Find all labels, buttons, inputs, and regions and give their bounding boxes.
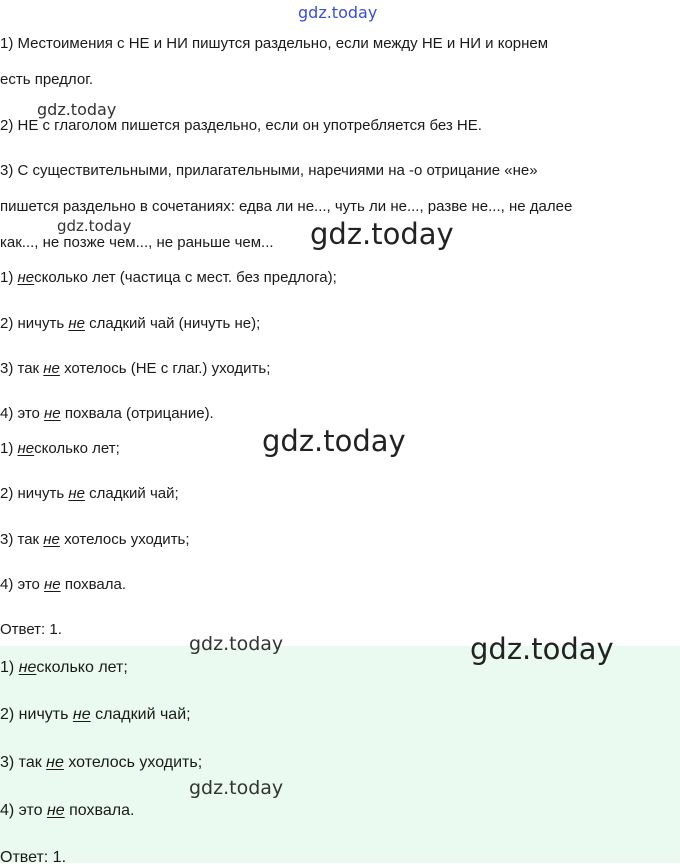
watermark: gdz.today [189, 777, 284, 799]
watermark: gdz.today [189, 633, 284, 655]
list-item-2: 2) ничуть не сладкий чай; [0, 485, 179, 502]
watermark: gdz.today [310, 217, 454, 251]
list-answer: Ответ: 1. [0, 621, 62, 638]
answer-item-4: 4) это не похвала. [0, 802, 135, 819]
watermark: gdz.today [57, 217, 132, 235]
ne-particle: не [68, 315, 85, 332]
list-item-3: 3) так не хотелось уходить; [0, 531, 190, 548]
answer-item-1: 1) несколько лет; [0, 659, 128, 676]
explained-item-2: 2) ничуть не сладкий чай (ничуть не); [0, 315, 261, 332]
rule-1-line-2: есть предлог. [0, 71, 93, 88]
rule-3-line-3: как..., не позже чем..., не раньше чем... [0, 234, 274, 251]
list-item-4: 4) это не похвала. [0, 576, 127, 593]
watermark: gdz.today [262, 424, 406, 458]
ne-particle: не [17, 440, 35, 457]
explained-item-3: 3) так не хотелось (НЕ с глаг.) уходить; [0, 360, 271, 377]
answer-box-answer: Ответ: 1. [0, 849, 67, 866]
watermark: gdz.today [37, 100, 117, 119]
list-item-1: 1) несколько лет; [0, 440, 120, 457]
explained-item-4: 4) это не похвала (отрицание). [0, 405, 214, 422]
ne-particle: не [43, 531, 60, 548]
explained-item-1: 1) несколько лет (частица с мест. без предлога); [0, 269, 337, 286]
watermark: gdz.today [298, 3, 378, 22]
ne-particle: не [46, 802, 65, 819]
ne-particle: не [72, 706, 91, 723]
ne-particle: не [44, 576, 61, 593]
rule-3-line-1: 3) С существительными, прилагательными, наречиями на -о отрицание «не» [0, 162, 538, 179]
ne-particle: не [46, 754, 64, 771]
ne-particle: не [43, 360, 60, 377]
rule-2: 2) НЕ с глаголом пишется раздельно, если он употребляется без НЕ. [0, 117, 482, 134]
ne-particle: не [44, 405, 61, 422]
rule-1-line-1: 1) Местоимения с НЕ и НИ пишутся раздельно, если между НЕ и НИ и корнем [0, 35, 549, 52]
ne-particle: не [18, 659, 37, 676]
answer-item-2: 2) ничуть не сладкий чай; [0, 706, 191, 723]
ne-particle: не [68, 485, 85, 502]
ne-particle: не [17, 269, 35, 286]
answer-item-3: 3) так не хотелось уходить; [0, 754, 203, 771]
rule-3-line-2: пишется раздельно в сочетаниях: едва ли не..., чуть ли не..., разве не..., не далее [0, 198, 573, 215]
watermark: gdz.today [470, 632, 614, 666]
